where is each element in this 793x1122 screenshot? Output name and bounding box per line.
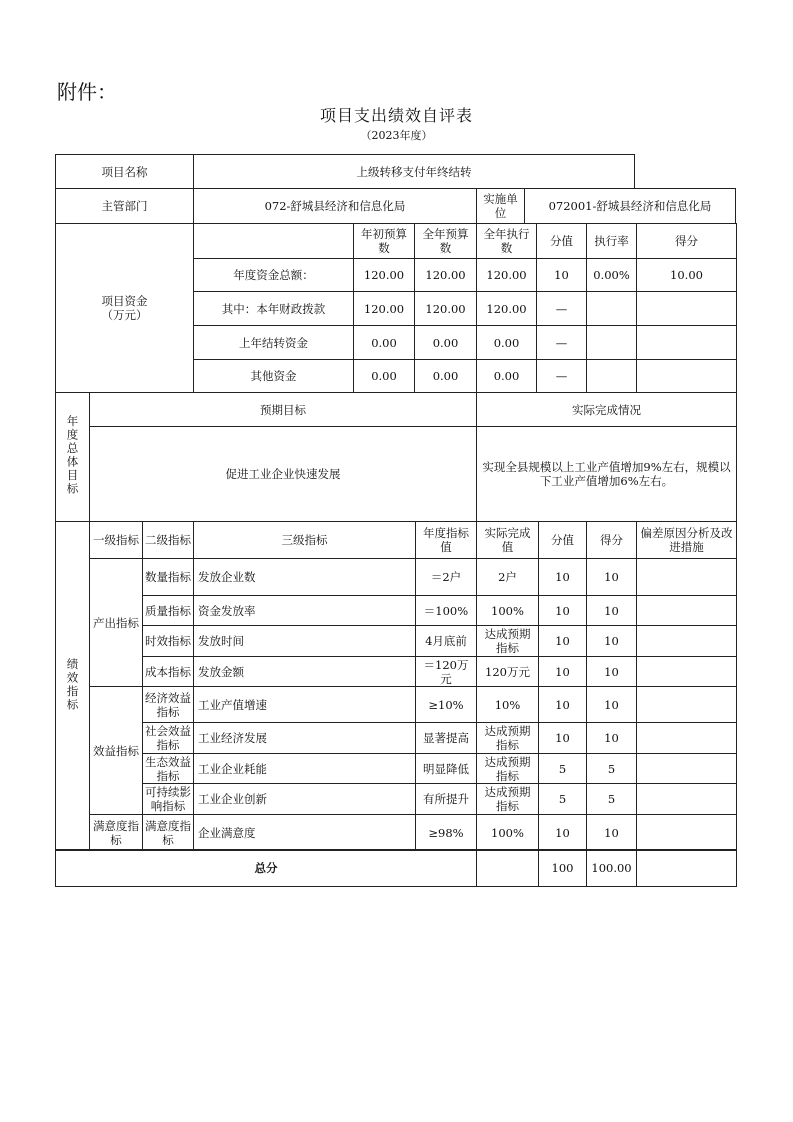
indicator-value: 10 <box>539 626 587 657</box>
funds-row-name: 年度资金总额： <box>194 259 354 292</box>
indicators-table <box>55 521 737 851</box>
indicator-deviation <box>637 784 737 815</box>
ind-header-l3: 三级指标 <box>194 522 416 559</box>
indicator-l2: 生态效益指标 <box>143 754 194 784</box>
indicator-deviation <box>637 559 737 596</box>
level1-benefit: 效益指标 <box>90 687 143 815</box>
project-name-label: 项目名称 <box>56 155 194 189</box>
indicator-l3: 企业满意度 <box>194 815 416 851</box>
level1-satisfaction: 满意度指标 <box>90 815 143 851</box>
indicator-l2: 经济效益指标 <box>143 687 194 723</box>
goals-content-row <box>56 427 737 522</box>
indicator-score: 10 <box>587 559 637 596</box>
indicator-l3: 发放时间 <box>194 626 416 657</box>
ind-header-deviation: 偏差原因分析及改进措施 <box>637 522 737 559</box>
total-row <box>56 850 737 887</box>
indicator-target: 有所提升 <box>416 784 477 815</box>
total-label: 总分 <box>56 850 477 887</box>
funds-header-initial: 年初预算数 <box>354 224 415 259</box>
indicator-deviation <box>637 596 737 626</box>
dept-label: 主管部门 <box>56 189 194 224</box>
impl-label: 实施单位 <box>477 189 525 224</box>
indicator-l2: 社会效益指标 <box>143 723 194 754</box>
indicator-score: 10 <box>587 626 637 657</box>
funds-row-score-value: — <box>537 360 587 393</box>
funds-header-rate: 执行率 <box>587 224 637 259</box>
indicator-value: 10 <box>539 723 587 754</box>
indicator-target: ≥98% <box>416 815 477 851</box>
indicator-value: 10 <box>539 657 587 687</box>
funds-row-name: 其他资金 <box>194 360 354 393</box>
project-name-row <box>56 155 736 189</box>
project-name-value: 上级转移支付年终结转 <box>194 155 635 189</box>
funds-row-rate: 0.00% <box>587 259 637 292</box>
indicator-row <box>56 815 737 851</box>
department-row <box>56 189 736 224</box>
indicator-l2: 可持续影响指标 <box>143 784 194 815</box>
ind-header-actual: 实际完成值 <box>477 522 539 559</box>
indicator-row <box>56 754 737 784</box>
funds-label-line2: （万元） <box>101 308 148 322</box>
funds-header-blank <box>194 224 354 259</box>
indicator-score: 10 <box>587 687 637 723</box>
indicator-target: ≥10% <box>416 687 477 723</box>
funds-row-annual: 120.00 <box>415 292 477 326</box>
indicator-l2: 数量指标 <box>143 559 194 596</box>
indicator-l3: 工业企业创新 <box>194 784 416 815</box>
indicator-value: 5 <box>539 754 587 784</box>
indicator-score: 5 <box>587 754 637 784</box>
funds-row-initial: 120.00 <box>354 259 415 292</box>
funds-row-score-value: — <box>537 326 587 360</box>
indicator-deviation <box>637 626 737 657</box>
indicator-l2: 质量指标 <box>143 596 194 626</box>
funds-row-rate <box>587 292 637 326</box>
total-value: 100 <box>539 850 587 887</box>
ind-header-value: 分值 <box>539 522 587 559</box>
indicator-value: 10 <box>539 815 587 851</box>
funds-row-score-value: — <box>537 292 587 326</box>
indicator-row <box>56 723 737 754</box>
indicator-target: ＝100% <box>416 596 477 626</box>
indicator-score: 10 <box>587 815 637 851</box>
funds-row-score: 10.00 <box>637 259 737 292</box>
funds-header-annual: 全年预算数 <box>415 224 477 259</box>
indicator-actual: 120万元 <box>477 657 539 687</box>
indicator-l3: 发放金额 <box>194 657 416 687</box>
indicator-row <box>56 559 737 596</box>
dept-value: 072-舒城县经济和信息化局 <box>194 189 477 224</box>
indicator-deviation <box>637 723 737 754</box>
funds-row-executed: 0.00 <box>477 360 537 393</box>
level1-output: 产出指标 <box>90 559 143 687</box>
indicator-target: ＝2户 <box>416 559 477 596</box>
indicators-header-row <box>56 522 737 559</box>
goals-expected-text: 促进工业企业快速发展 <box>90 427 477 522</box>
funds-row-executed: 120.00 <box>477 259 537 292</box>
indicator-value: 10 <box>539 559 587 596</box>
funds-row-annual: 0.00 <box>415 360 477 393</box>
funds-header-executed: 全年执行数 <box>477 224 537 259</box>
indicator-actual: 达成预期指标 <box>477 723 539 754</box>
indicator-l3: 工业产值增速 <box>194 687 416 723</box>
total-blank <box>477 850 539 887</box>
total-score: 100.00 <box>587 850 637 887</box>
indicator-actual: 10% <box>477 687 539 723</box>
funds-row-initial: 120.00 <box>354 292 415 326</box>
funds-row-initial: 0.00 <box>354 360 415 393</box>
funds-row-executed: 120.00 <box>477 292 537 326</box>
indicator-l2: 满意度指标 <box>143 815 194 851</box>
indicator-value: 5 <box>539 784 587 815</box>
indicator-score: 5 <box>587 784 637 815</box>
goals-header-row <box>56 393 737 427</box>
indicator-actual: 达成预期指标 <box>477 784 539 815</box>
impl-value: 072001-舒城县经济和信息化局 <box>525 189 736 224</box>
indicator-l3: 工业企业耗能 <box>194 754 416 784</box>
indicator-value: 10 <box>539 596 587 626</box>
funds-row-name: 其中：本年财政拨款 <box>194 292 354 326</box>
indicator-actual: 达成预期指标 <box>477 626 539 657</box>
indicator-l2: 成本指标 <box>143 657 194 687</box>
indicator-target: 4月底前 <box>416 626 477 657</box>
indicator-actual: 100% <box>477 596 539 626</box>
funds-row-name: 上年结转资金 <box>194 326 354 360</box>
goals-table <box>55 392 737 522</box>
indicator-deviation <box>637 657 737 687</box>
goals-label: 年度总体目标 <box>56 393 90 522</box>
indicator-target: ＝120万元 <box>416 657 477 687</box>
indicator-target: 显著提高 <box>416 723 477 754</box>
indicator-actual: 达成预期指标 <box>477 754 539 784</box>
ind-header-l1: 一级指标 <box>90 522 143 559</box>
goals-actual-text: 实现全县规模以上工业产值增加9%左右，规模以下工业产值增加6%左右。 <box>477 427 737 522</box>
funds-row-score <box>637 360 737 393</box>
funds-header-score: 得分 <box>637 224 737 259</box>
funds-row-score-value: 10 <box>537 259 587 292</box>
indicator-row <box>56 626 737 657</box>
indicator-row <box>56 596 737 626</box>
indicators-label: 绩效指标 <box>56 522 90 851</box>
attachment-label: 附件： <box>57 80 117 104</box>
funds-label <box>56 224 194 393</box>
indicator-score: 10 <box>587 657 637 687</box>
page-title: 项目支出绩效自评表 <box>319 106 473 125</box>
funds-row-rate <box>587 326 637 360</box>
indicator-value: 10 <box>539 687 587 723</box>
ind-header-l2: 二级指标 <box>143 522 194 559</box>
indicator-l2: 时效指标 <box>143 626 194 657</box>
goals-expected-header: 预期目标 <box>90 393 477 427</box>
funds-row-score <box>637 326 737 360</box>
indicator-row <box>56 784 737 815</box>
indicator-actual: 2户 <box>477 559 539 596</box>
total-deviation <box>637 850 737 887</box>
indicator-row <box>56 657 737 687</box>
indicator-l3: 工业经济发展 <box>194 723 416 754</box>
indicator-score: 10 <box>587 723 637 754</box>
indicator-deviation <box>637 754 737 784</box>
indicator-deviation <box>637 815 737 851</box>
total-table <box>55 849 737 887</box>
funds-row-rate <box>587 360 637 393</box>
page-subtitle: （2023年度） <box>360 129 433 142</box>
ind-header-score: 得分 <box>587 522 637 559</box>
funds-header-score-value: 分值 <box>537 224 587 259</box>
funds-row-score <box>637 292 737 326</box>
indicator-actual: 100% <box>477 815 539 851</box>
indicator-row <box>56 687 737 723</box>
indicator-l3: 发放企业数 <box>194 559 416 596</box>
funds-row-executed: 0.00 <box>477 326 537 360</box>
indicator-deviation <box>637 687 737 723</box>
funds-label-line1: 项目资金 <box>101 294 148 308</box>
funds-table <box>55 223 737 393</box>
indicator-l3: 资金发放率 <box>194 596 416 626</box>
funds-header-row <box>56 224 737 259</box>
funds-row-annual: 0.00 <box>415 326 477 360</box>
ind-header-target: 年度指标值 <box>416 522 477 559</box>
funds-row-annual: 120.00 <box>415 259 477 292</box>
indicator-score: 10 <box>587 596 637 626</box>
indicator-target: 明显降低 <box>416 754 477 784</box>
goals-actual-header: 实际完成情况 <box>477 393 737 427</box>
funds-row-initial: 0.00 <box>354 326 415 360</box>
evaluation-table <box>55 154 736 224</box>
